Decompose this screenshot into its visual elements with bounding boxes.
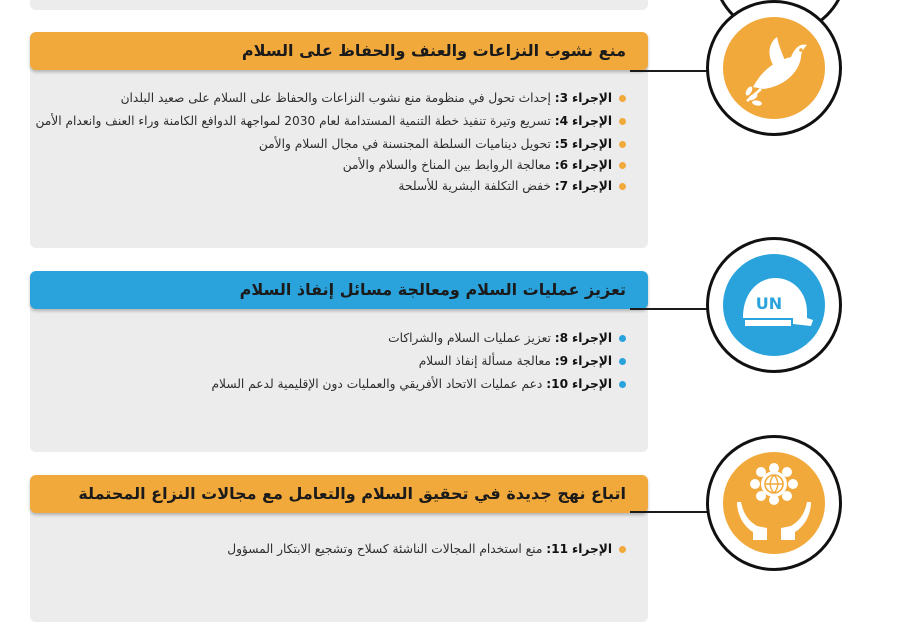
section-2-header: تعزيز عمليات السلام ومعالجة مسائل إنفاذ السلام bbox=[30, 271, 648, 309]
section-3-icon-circle bbox=[706, 435, 842, 571]
section-1-actions bbox=[30, 90, 628, 201]
dove-icon bbox=[723, 17, 825, 119]
section-3-actions bbox=[30, 541, 628, 564]
action-item: الإجراء 6: معالجة الروابط بين المناخ والسلام والأمن bbox=[30, 157, 628, 174]
action-item: الإجراء 3: إحداث تحول في منظومة منع نشوب النزاعات والحفاظ على السلام على صعيد البلدان bbox=[30, 90, 628, 107]
action-item: الإجراء 11: منع استخدام المجالات الناشئة كسلاح وتشجيع الابتكار المسؤول bbox=[30, 541, 628, 558]
action-item: الإجراء 5: تحويل ديناميات السلطة المجنسنة في مجال السلام والأمن bbox=[30, 136, 628, 153]
section-1-icon-circle bbox=[706, 0, 842, 136]
top-panel-fragment bbox=[30, 0, 648, 10]
action-item: الإجراء 7: خفض التكلفة البشرية للأسلحة bbox=[30, 178, 628, 195]
action-item: الإجراء 8: تعزيز عمليات السلام والشراكات bbox=[30, 330, 628, 347]
section-3-header: اتباع نهج جديدة في تحقيق السلام والتعامل مع مجالات النزاع المحتملة bbox=[30, 475, 648, 513]
hands-globe-icon bbox=[723, 452, 825, 554]
section-2-icon-circle bbox=[706, 237, 842, 373]
un-helmet-icon bbox=[723, 254, 825, 356]
action-item: الإجراء 10: دعم عمليات الاتحاد الأفريقي والعمليات دون الإقليمية لدعم السلام bbox=[30, 376, 628, 393]
section-1-connector bbox=[630, 70, 712, 72]
action-item: الإجراء 4: تسريع وتيرة تنفيذ خطة التنمية المستدامة لعام 2030 لمواجهة الدوافع الكامنة وراء العنف وانعدام الأمن bbox=[30, 113, 628, 130]
section-3-connector bbox=[630, 511, 712, 513]
section-1-header: منع نشوب النزاعات والعنف والحفاظ على السلام bbox=[30, 32, 648, 70]
section-2-actions bbox=[30, 330, 628, 399]
section-2-connector bbox=[630, 308, 712, 310]
action-item: الإجراء 9: معالجة مسألة إنفاذ السلام bbox=[30, 353, 628, 370]
un-helmet-label: UN bbox=[755, 294, 783, 313]
